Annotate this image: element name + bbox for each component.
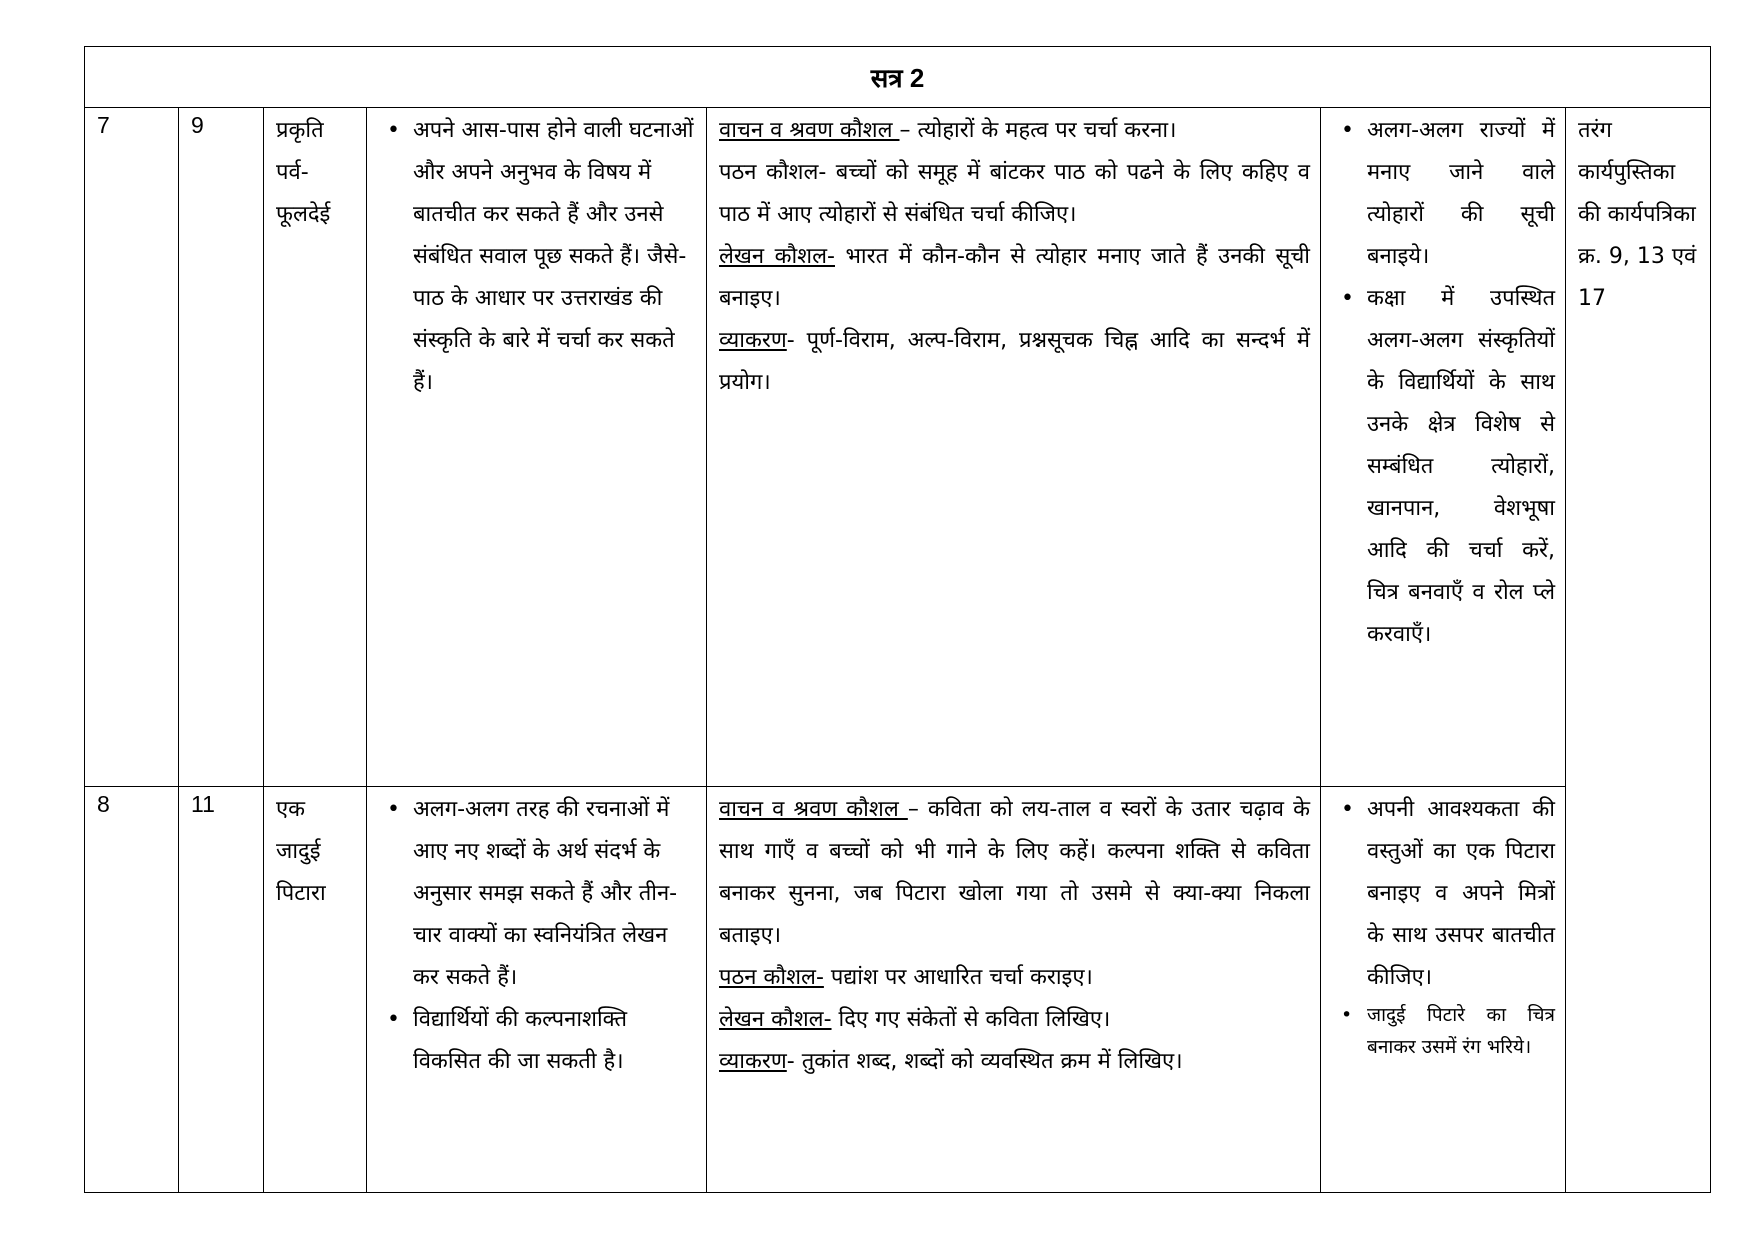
table-row [85, 108, 1711, 787]
skill-writing [719, 999, 1310, 1041]
skill-label: लेखन कौशल- [719, 244, 835, 269]
session-title: सत्र 2 [85, 47, 1711, 108]
serial-number: 8 [85, 787, 179, 1193]
skill-grammar: व्याकरण- पूर्ण-विराम, अल्प-विराम, प्रश्नसूचक चिह्न आदि का सन्दर्भ में प्रयोग। [719, 328, 1310, 395]
table-row [85, 787, 1711, 1193]
skills-cell [707, 108, 1321, 787]
skill-writing [719, 236, 1310, 320]
skill-text: कविता को लय-ताल व स्वरों के उतार चढ़ाव के साथ गाएँ व बच्चों को भी गाने के लिए कहें। कल्पना शक्ति से कविता बनाकर सुनना, जब पिटारा खोला गया तो उसमे से क्या-क्या निकला बताइए। [719, 797, 1311, 948]
skill-text: भारत में कौन-कौन से त्योहार मनाए जाते हैं उनकी सूची बनाइए। [719, 244, 1310, 311]
skill-listening-speaking: वाचन व श्रवण कौशल – त्योहारों के महत्व पर चर्चा करना। [719, 118, 1177, 143]
skill-text: त्योहारों के महत्व पर चर्चा करना। [917, 118, 1177, 143]
outcome-item: • विद्यार्थियों की कल्पनाशक्ति विकसित की जा सकती है। [379, 999, 696, 1083]
outcome-item: • अलग-अलग तरह की रचनाओं में आए नए शब्दों के अर्थ संदर्भ के अनुसार समझ सकते हैं और तीन-चार वाक्यों का स्वनियंत्रित लेखन कर सकते हैं। [379, 789, 696, 999]
skill-reading [719, 957, 1310, 999]
lesson-name: एक जादुई पिटारा [264, 787, 367, 1193]
lesson-plan-table [84, 46, 1711, 1193]
skill-label: व्याकरण [719, 328, 787, 353]
activity-item: • अपनी आवश्यकता की वस्तुओं का एक पिटारा बनाइए व अपने मित्रों के साथ उसपर बातचीत कीजिए। [1333, 789, 1555, 999]
skill-label: लेखन कौशल- [719, 1007, 832, 1032]
learning-outcomes [367, 108, 707, 787]
activity-item: • अलग-अलग राज्यों में मनाए जाने वाले त्योहारों की सूची बनाइये। [1333, 110, 1555, 278]
serial-number: 7 [85, 108, 179, 787]
skill-text: तुकांत शब्द, शब्दों को व्यवस्थित क्रम में लिखिए। [801, 1049, 1183, 1074]
activities-cell [1321, 787, 1566, 1193]
lesson-number: 9 [179, 108, 264, 787]
activity-item: • जादुई पिटारे का चित्र बनाकर उसमें रंग भरिये। [1333, 999, 1555, 1063]
activity-item: • कक्षा में उपस्थित अलग-अलग संस्कृतियों के विद्यार्थियों के साथ उनके क्षेत्र विशेष से सम्बंधित त्योहारों, खानपान, वेशभूषा आदि की चर्चा करें, चित्र बनवाएँ व रोल प्ले करवाएँ। [1333, 278, 1555, 656]
lesson-name: प्रकृति पर्व-फूलदेई [264, 108, 367, 787]
skill-grammar: व्याकरण- तुकांत शब्द, शब्दों को व्यवस्थित क्रम में लिखिए। [719, 1049, 1183, 1074]
skills-cell [707, 787, 1321, 1193]
skill-text: दिए गए संकेतों से कविता लिखिए। [838, 1007, 1111, 1032]
lesson-number: 11 [179, 787, 264, 1193]
activities-cell [1321, 108, 1566, 787]
learning-outcomes [367, 787, 707, 1193]
outcome-item: • अपने आस-पास होने वाली घटनाओं और अपने अनुभव के विषय में बातचीत कर सकते हैं और उनसे संबंधित सवाल पूछ सकते हैं। जैसे- पाठ के आधार पर उत्तराखंड की संस्कृति के बारे में चर्चा कर सकते हैं। [379, 110, 696, 404]
skill-reading [719, 152, 1310, 236]
skill-text: पठन कौशल- बच्चों को समूह में बांटकर पाठ को पढने के लिए कहिए व पाठ में आए त्योहारों से संबंधित चर्चा कीजिए। [719, 160, 1310, 227]
workbook-reference: तरंग कार्यपुस्तिका की कार्यपत्रिका क्र. 9, 13 एवं 17 [1566, 108, 1711, 1193]
skill-listening-speaking: वाचन व श्रवण कौशल – कविता को लय-ताल व स्वरों के उतार चढ़ाव के साथ गाएँ व बच्चों को भी गाने के लिए कहें। कल्पना शक्ति से कविता बनाकर सुनना, जब पिटारा खोला गया तो उसमे से क्या-क्या निकला बताइए। [719, 797, 1311, 948]
skill-label: पठन कौशल- [719, 965, 824, 990]
session-header-row [85, 47, 1711, 108]
skill-text: पद्यांश पर आधारित चर्चा कराइए। [830, 965, 1093, 990]
skill-label: वाचन व श्रवण कौशल [719, 797, 908, 822]
skill-text: पूर्ण-विराम, अल्प-विराम, प्रश्नसूचक चिह्न आदि का सन्दर्भ में प्रयोग। [719, 328, 1310, 395]
skill-label: व्याकरण [719, 1049, 787, 1074]
skill-label: वाचन व श्रवण कौशल [719, 118, 900, 143]
